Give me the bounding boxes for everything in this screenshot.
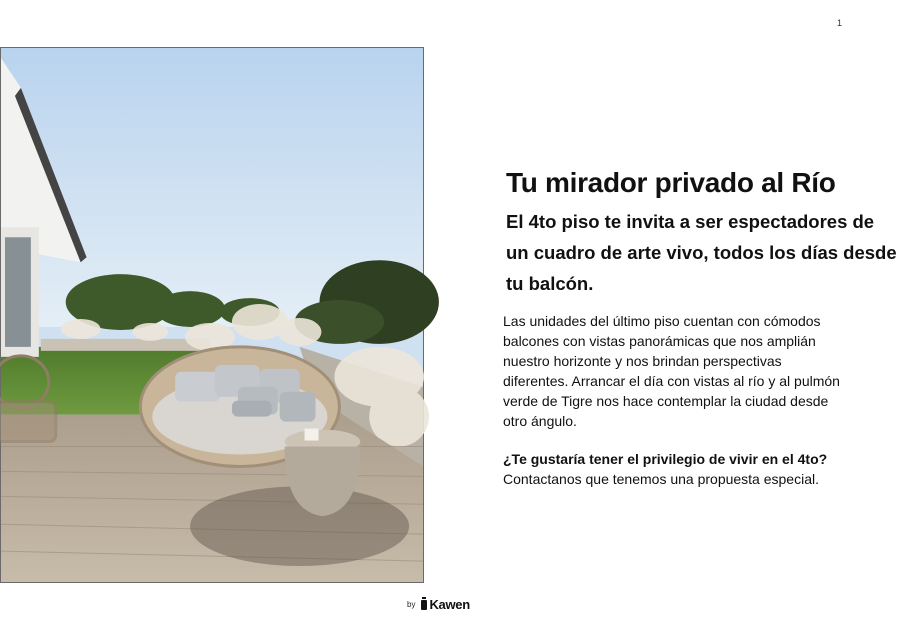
body-line: diferentes. Arrancar el día con vistas al río y al pulmón xyxy=(503,373,840,389)
page-number: 1 xyxy=(836,18,842,28)
cta-answer: Contactanos que tenemos una propuesta especial. xyxy=(503,471,819,487)
footer-by: by xyxy=(407,600,416,609)
cta-question: ¿Te gustaría tener el privilegio de vivir en el 4to? xyxy=(503,451,828,467)
headline: Tu mirador privado al Río xyxy=(506,167,836,198)
content-column xyxy=(503,164,897,489)
subhead-line: un cuadro de arte vivo, todos los días desde xyxy=(506,242,897,263)
brand-logo xyxy=(421,597,469,612)
body-line: Las unidades del último piso cuentan con cómodos xyxy=(503,313,821,329)
subhead xyxy=(506,206,897,299)
body-line: verde de Tigre nos hace contemplar la ciudad desde xyxy=(503,393,829,409)
brand-mark-icon xyxy=(421,600,427,610)
subhead-line: El 4to piso te invita a ser espectadores de xyxy=(506,211,875,232)
terrace-photo xyxy=(0,47,424,583)
body-line: balcones con vistas panorámicas que nos amplián xyxy=(503,333,816,349)
terrace-illustration xyxy=(1,48,423,582)
subhead-line: tu balcón. xyxy=(506,273,594,294)
body-line: otro ángulo. xyxy=(503,413,577,429)
call-to-action xyxy=(503,449,840,489)
body-paragraph xyxy=(503,311,863,431)
footer xyxy=(407,597,470,612)
brand-name: Kawen xyxy=(429,597,470,612)
body-line: nuestro horizonte y nos brindan perspectivas xyxy=(503,353,782,369)
